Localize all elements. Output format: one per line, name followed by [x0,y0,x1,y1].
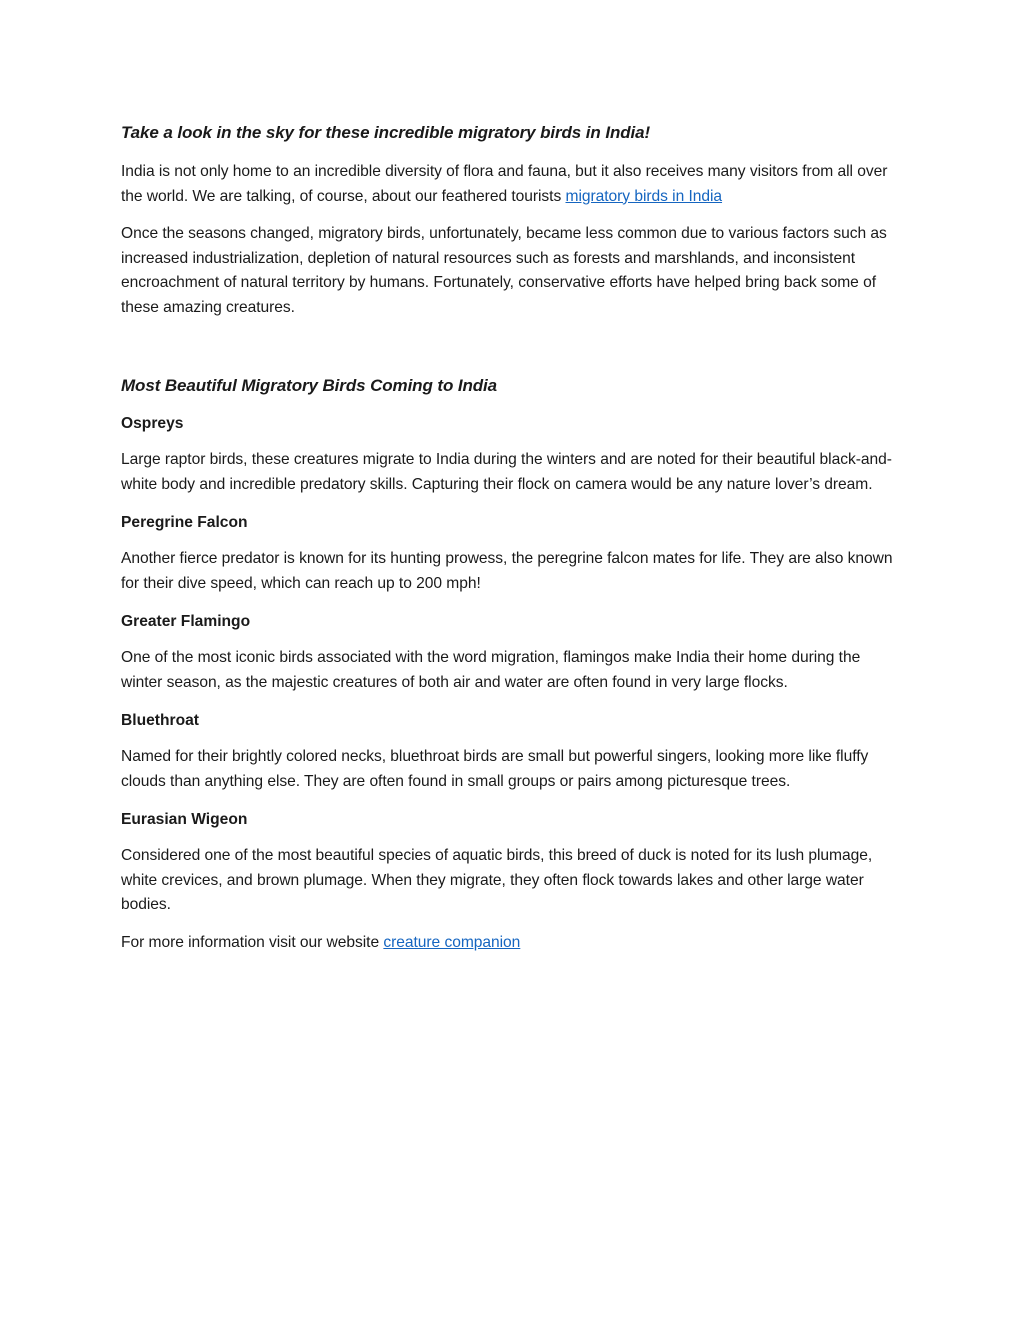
bird-description-ospreys: Large raptor birds, these creatures migrate to India during the winters and are noted for their beautiful black-and-white body and incredible predatory skills. Capturing their flock on camera would be any nature lover’s dream. [121,451,892,493]
bird-description-bluethroat: Named for their brightly colored necks, bluethroat birds are small but powerful singers, looking more like fluffy clouds than anything else. They are often found in small groups or pairs among picturesque trees. [121,748,869,790]
bird-heading-eurasian-wigeon: Eurasian Wigeon [121,811,248,828]
bird-heading-peregrine-falcon: Peregrine Falcon [121,514,248,531]
bird-heading-greater-flamingo: Greater Flamingo [121,613,251,630]
bird-description-eurasian-wigeon: Considered one of the most beautiful species of aquatic birds, this breed of duck is noted for its lush plumage, white crevices, and brown plumage. When they migrate, they often flock towards lakes and other large water bodies. [121,847,873,913]
bird-description-peregrine-falcon: Another fierce predator is known for its hunting prowess, the peregrine falcon mates for life. They are also known for their dive speed, which can reach up to 200 mph! [121,550,893,592]
footer-paragraph [121,931,897,956]
intro-paragraph-1 [121,160,897,209]
bird-heading-bluethroat: Bluethroat [121,712,199,729]
migratory-birds-link[interactable]: migratory birds in India [565,187,723,205]
intro-paragraph-1-text: India is not only home to an incredible diversity of flora and fauna, but it also receives many visitors from all over the world. We are talking, of course, about our feathered tourists [121,163,888,205]
section-title: Most Beautiful Migratory Birds Coming to India [121,376,498,395]
page-title: Take a look in the sky for these incredible migratory birds in India! [121,123,651,142]
section-spacer [121,333,897,371]
document-page [121,118,897,968]
intro-paragraph-2: Once the seasons changed, migratory birds, unfortunately, became less common due to various factors such as increased industrialization, depletion of natural resources such as forests and marshlands, and inconsistent encroachment of natural territory by humans. Fortunately, conservative efforts have helped bring back some of these amazing creatures. [121,225,887,316]
bird-heading-ospreys: Ospreys [121,415,184,432]
bird-description-greater-flamingo: One of the most iconic birds associated with the word migration, flamingos make India their home during the winter season, as the majestic creatures of both air and water are often found in very large flocks. [121,649,861,691]
creature-companion-link[interactable]: creature companion [383,933,521,951]
footer-text: For more information visit our website [121,933,384,951]
